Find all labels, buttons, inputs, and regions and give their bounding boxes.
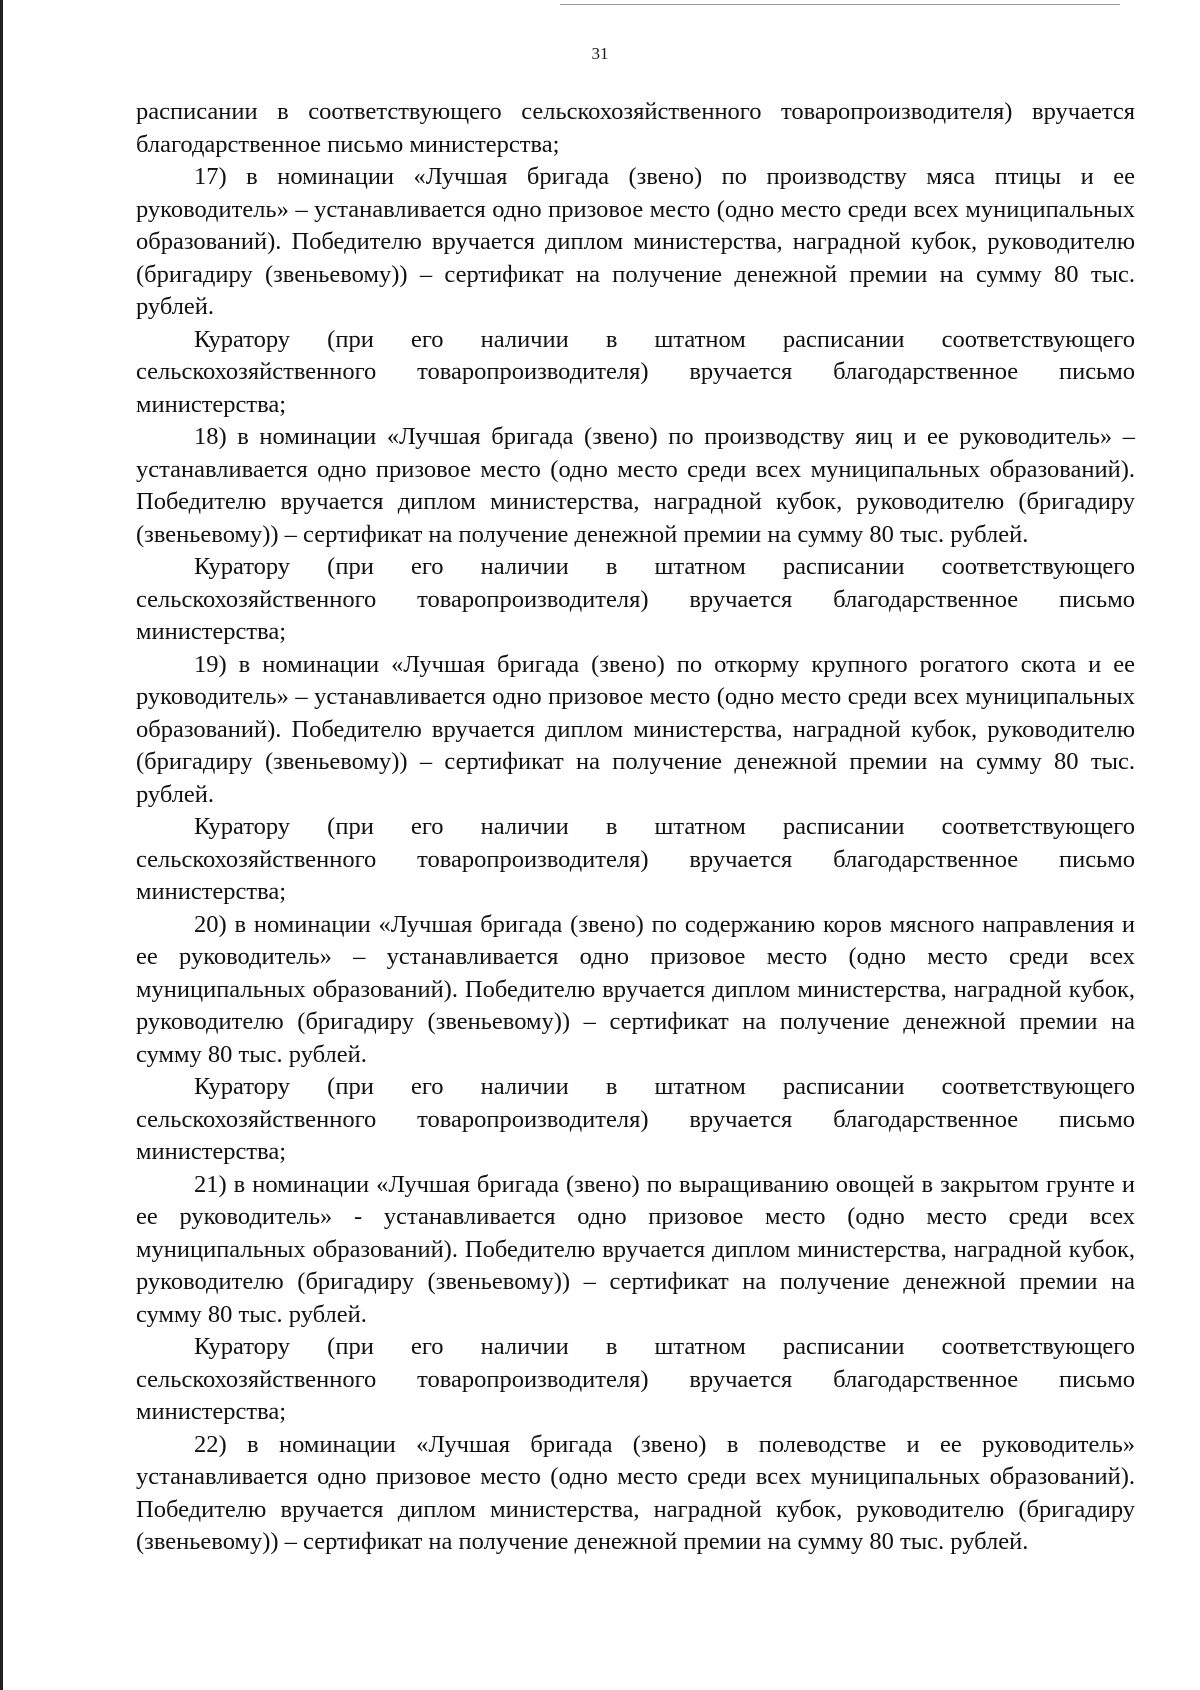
paragraph-curator-21: Куратору (при его наличии в штатном расписании соответствующего сельскохозяйственного товаропроизводителя) вручается благодарственное письмо министерства; (136, 1333, 1135, 1425)
document-body (136, 96, 1135, 1559)
scan-edge-left (0, 0, 3, 1690)
paragraph-item-17: 17) в номинации «Лучшая бригада (звено) по производству мяса птицы и ее руководитель» – устанавливается одно призовое место (одно место среди всех муниципальных образований). Победителю вручается диплом министерства, наградной кубок, руководителю (бригадиру (звеньевому)) – сертификат на получение денежной премии на сумму 80 тыс. рублей. (136, 163, 1135, 320)
paragraph-item-18: 18) в номинации «Лучшая бригада (звено) по производству яиц и ее руководитель» – устанавливается одно призовое место (одно место среди всех муниципальных образований). Победителю вручается диплом министерства, наградной кубок, руководителю (бригадиру (звеньевому)) – сертификат на получение денежной премии на сумму 80 тыс. рублей. (136, 423, 1135, 548)
paragraph-item-21: 21) в номинации «Лучшая бригада (звено) по выращиванию овощей в закрытом грунте и ее руководитель» - устанавливается одно призовое место (одно место среди всех муниципальных образований). Победителю вручается диплом министерства, наградной кубок, руководителю (бригадиру (звеньевому)) – сертификат на получение денежной премии на сумму 80 тыс. рублей. (136, 1170, 1135, 1328)
paragraph-item-20: 20) в номинации «Лучшая бригада (звено) по содержанию коров мясного направления и ее руководитель» – устанавливается одно призовое место (одно место среди всех муниципальных образований). Победителю вручается диплом министерства, наградной кубок, руководителю (бригадиру (звеньевому)) – сертификат на получение денежной премии на сумму 80 тыс. рублей. (136, 910, 1135, 1068)
paragraph-curator-19: Куратору (при его наличии в штатном расписании соответствующего сельскохозяйственного товаропроизводителя) вручается благодарственное письмо министерства; (136, 813, 1135, 905)
paragraph-curator-20: Куратору (при его наличии в штатном расписании соответствующего сельскохозяйственного товаропроизводителя) вручается благодарственное письмо министерства; (136, 1073, 1135, 1165)
scan-edge-top (560, 4, 1120, 5)
page-number: 31 (591, 44, 609, 63)
paragraph-item-19: 19) в номинации «Лучшая бригада (звено) по откорму крупного рогатого скота и ее руководитель» – устанавливается одно призовое место (одно место среди всех муниципальных образований). Победителю вручается диплом министерства, наградной кубок, руководителю (бригадиру (звеньевому)) – сертификат на получение денежной премии на сумму 80 тыс. рублей. (136, 650, 1135, 808)
paragraph-continuation: расписании в соответствующего сельскохозяйственного товаропроизводителя) вручается благодарственное письмо министерства; (136, 98, 1135, 158)
paragraph-item-22: 22) в номинации «Лучшая бригада (звено) в полеводстве и ее руководитель» устанавливается одно призовое место (одно место среди всех муниципальных образований). Победителю вручается диплом министерства, наградной кубок, руководителю (бригадиру (звеньевому)) – сертификат на получение денежной премии на сумму 80 тыс. рублей. (136, 1430, 1135, 1555)
paragraph-curator-17: Куратору (при его наличии в штатном расписании соответствующего сельскохозяйственного товаропроизводителя) вручается благодарственное письмо министерства; (136, 325, 1135, 418)
paragraph-curator-18: Куратору (при его наличии в штатном расписании соответствующего сельскохозяйственного товаропроизводителя) вручается благодарственное письмо министерства; (136, 553, 1135, 645)
